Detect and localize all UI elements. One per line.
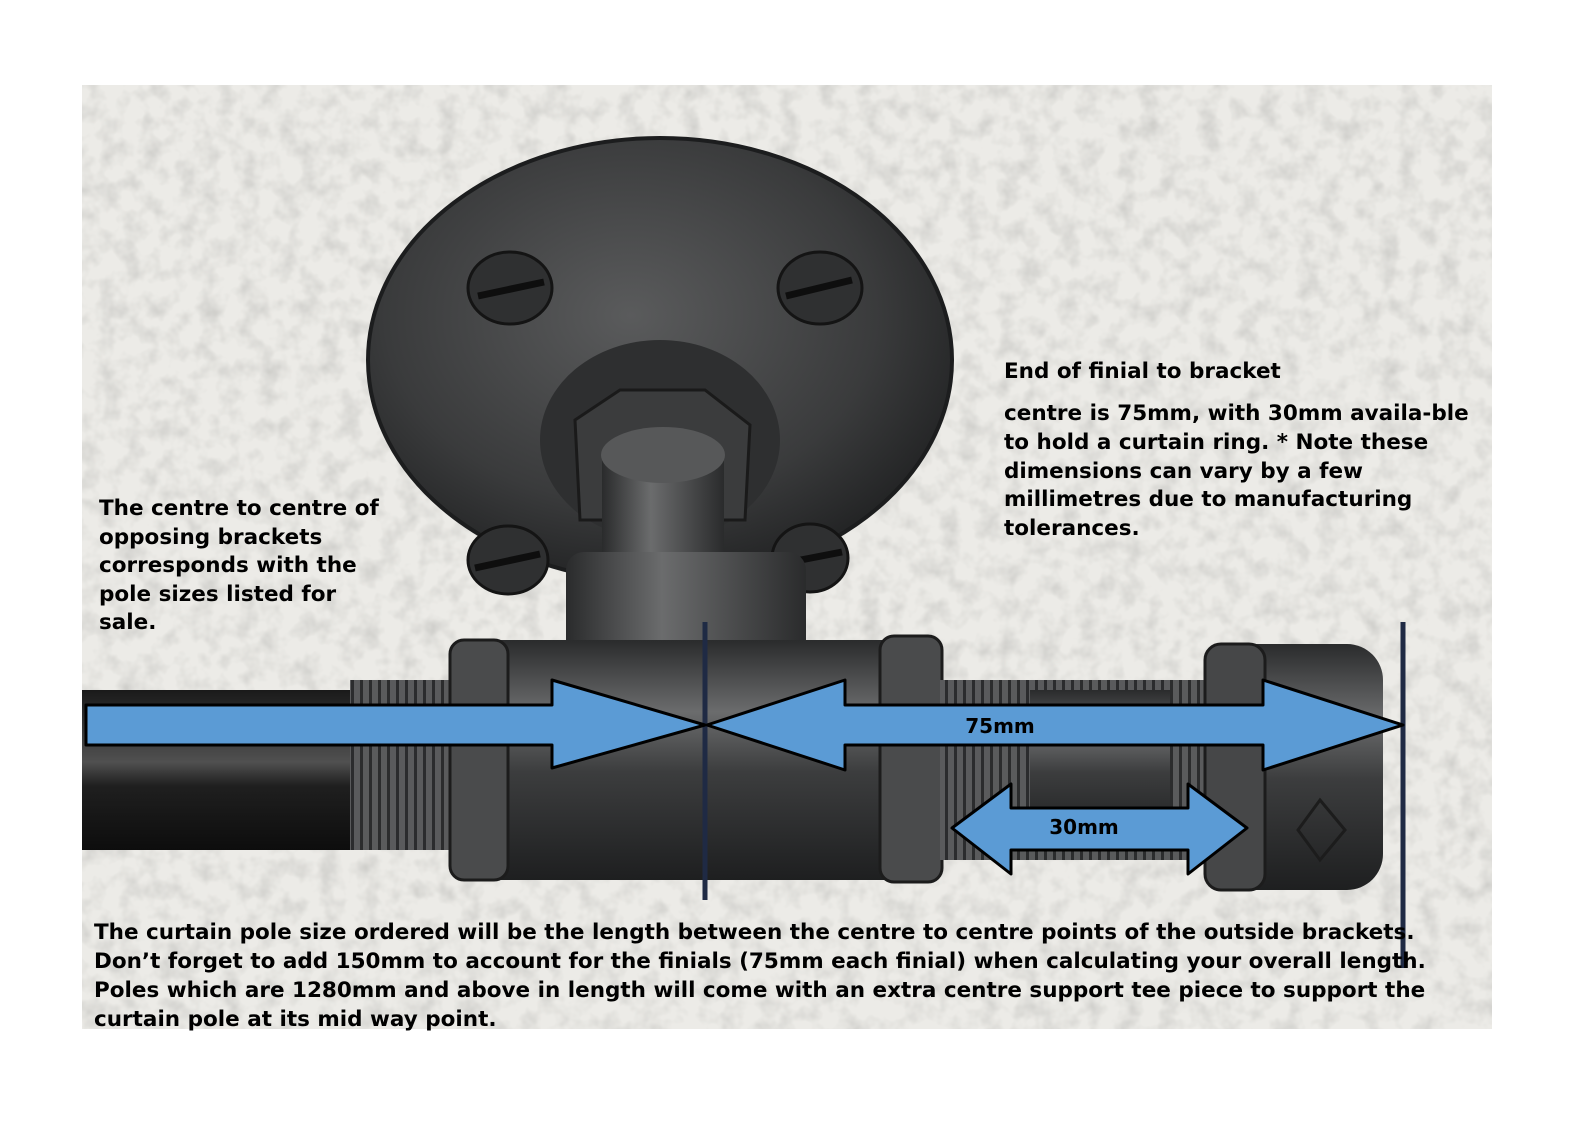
finial-to-bracket-heading: End of finial to bracket bbox=[1004, 359, 1281, 384]
centre-to-centre-note: The centre to centre of opposing brackets corresponds with the pole sizes listed for sale. bbox=[99, 496, 379, 635]
pole-size-instructions: The curtain pole size ordered will be the length between the centre to centre points of the outside brackets. Don’t forget to add 150mm to account for the finials (75mm each finial) when calculating your overall length. Poles which are 1280mm and above in length will come with an extra centre support tee piece to support the curtain pole at its mid way point. bbox=[94, 920, 1426, 1032]
dimension-30mm-label: 30mm bbox=[1049, 815, 1119, 839]
dimension-75mm-label: 75mm bbox=[965, 714, 1035, 738]
finial-to-bracket-note: centre is 75mm, with 30mm availa-ble to hold a curtain ring. * Note these dimensions can vary by a few millimetres due to manufacturing tolerances. bbox=[1004, 401, 1469, 542]
